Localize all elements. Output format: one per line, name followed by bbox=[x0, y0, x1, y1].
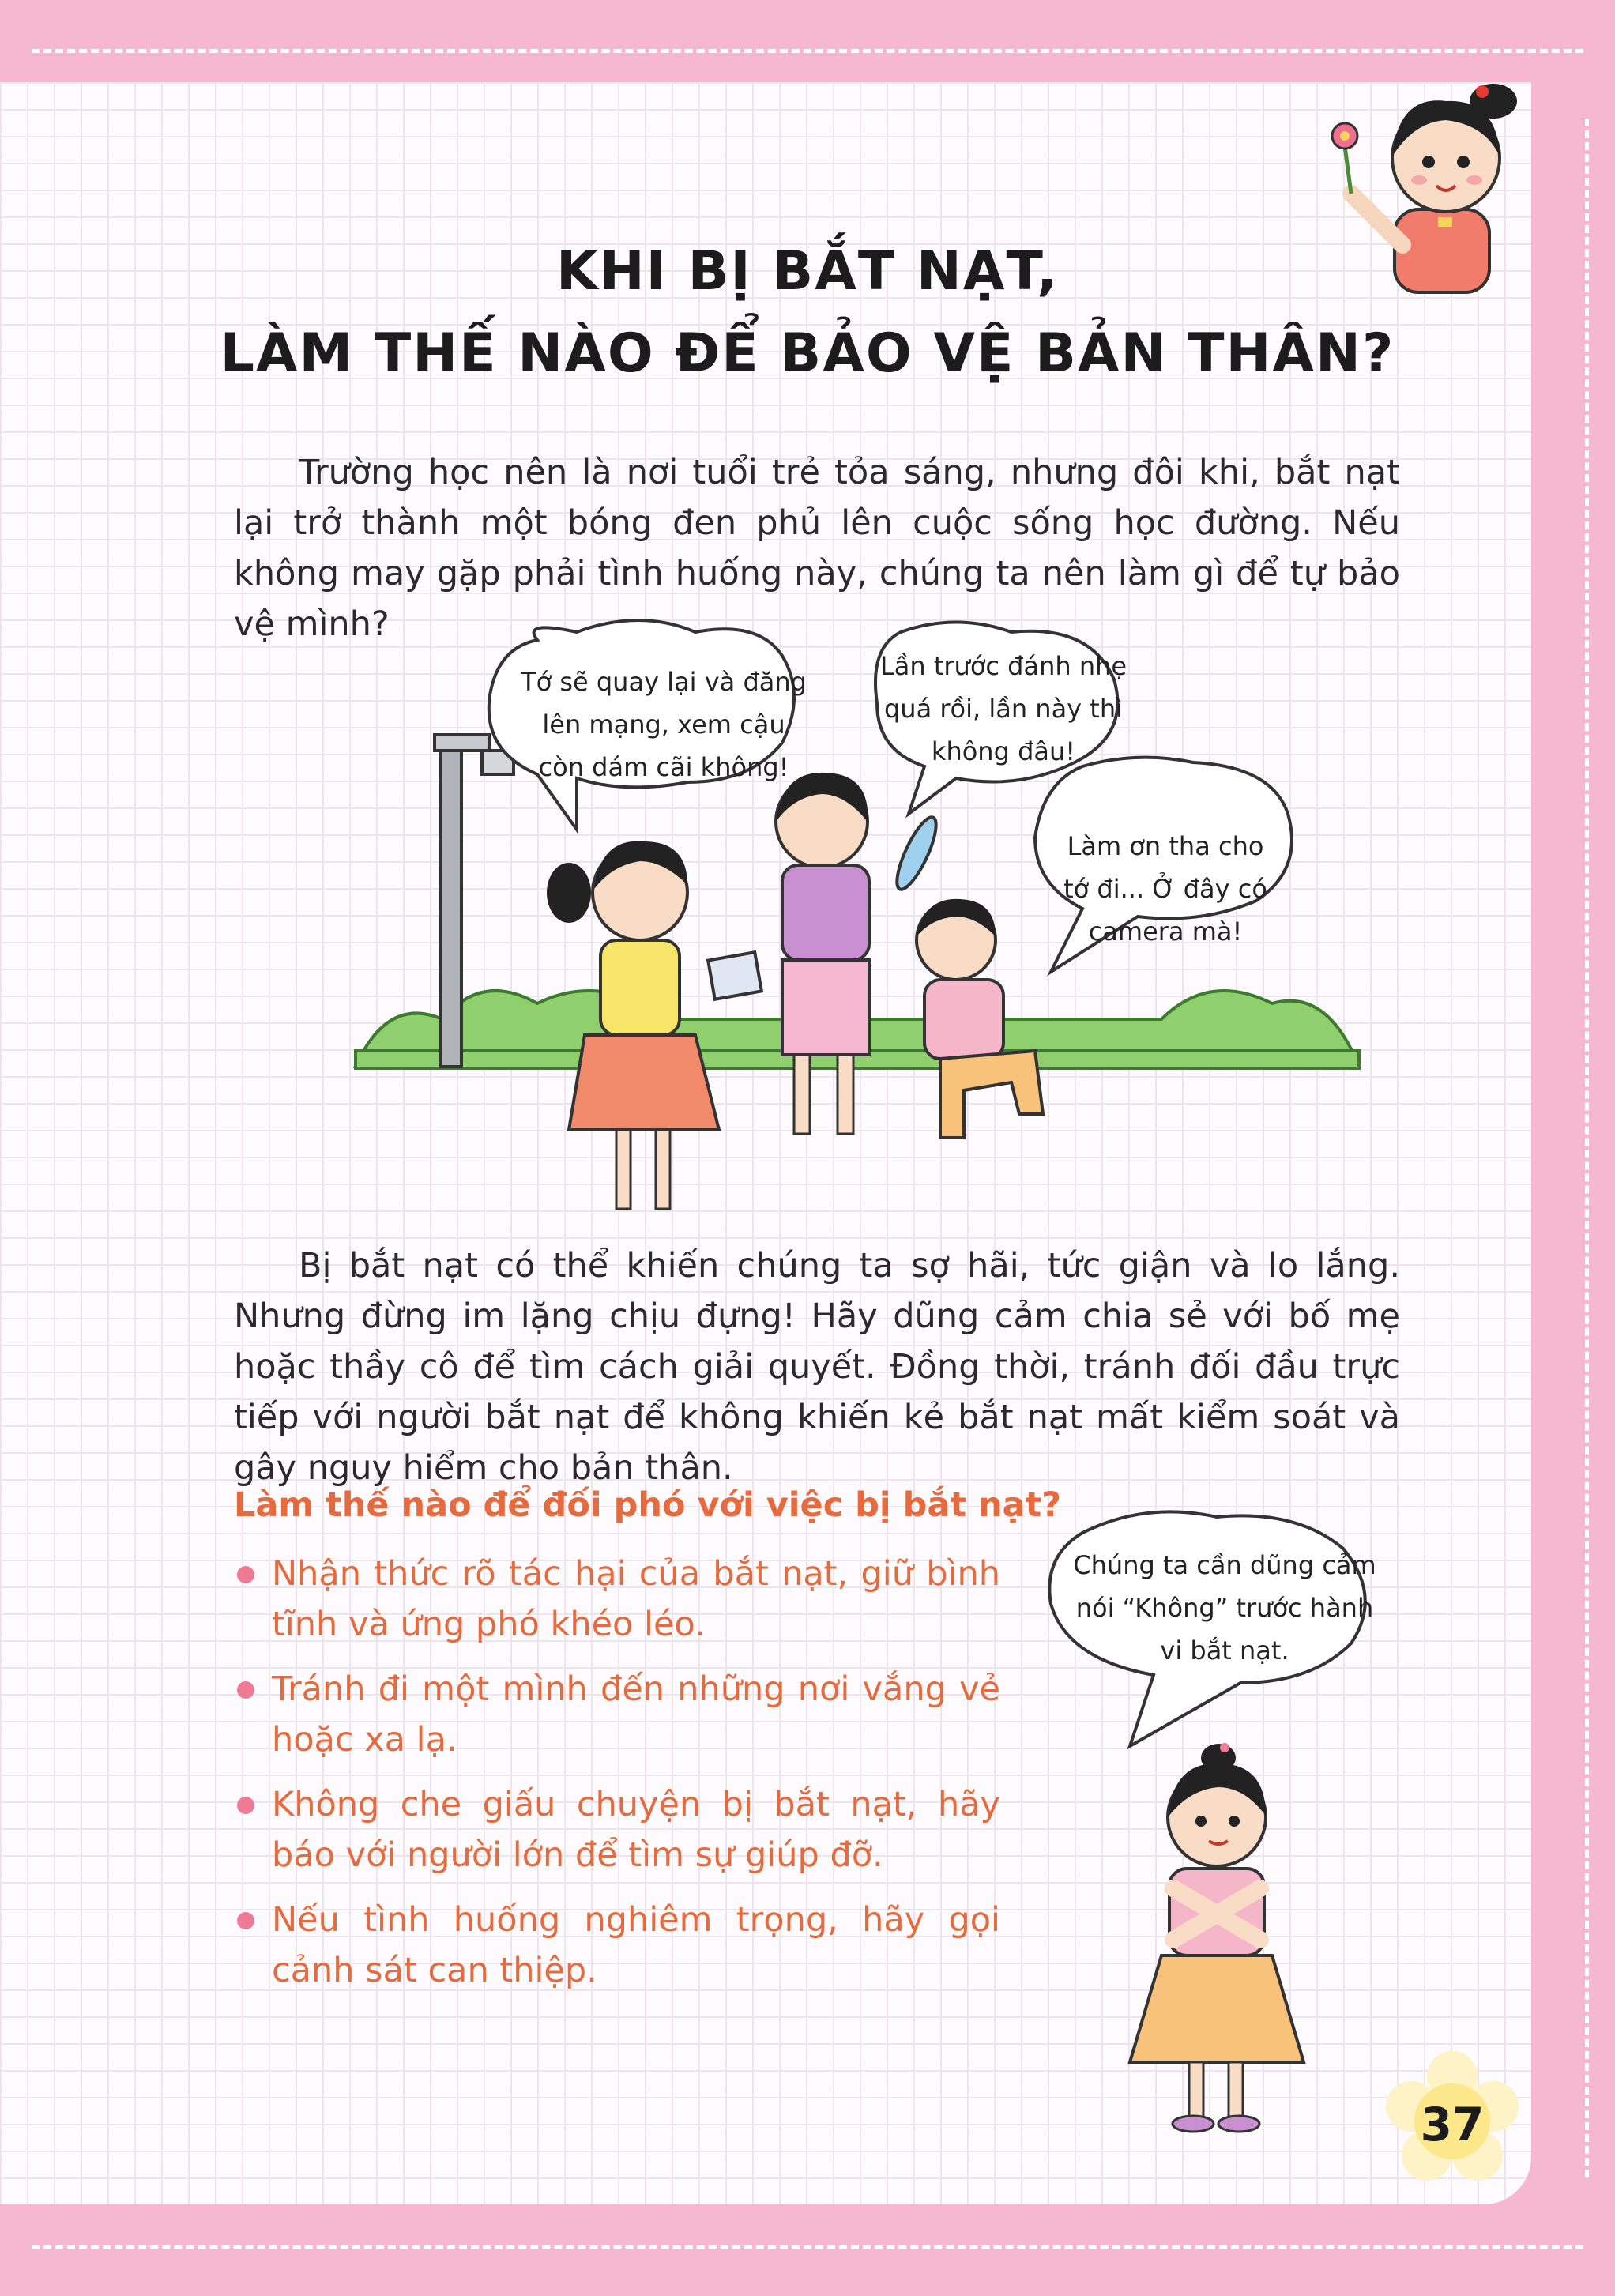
list-item bbox=[234, 1895, 1000, 1996]
speech-bubble-left-line: còn dám cãi không! bbox=[538, 752, 789, 782]
bullet-dot-icon bbox=[237, 1566, 254, 1583]
speech-bubble-advice-line: Chúng ta cần dũng cảm bbox=[1073, 1550, 1376, 1580]
second-paragraph: Bị bắt nạt có thể khiến chúng ta sợ hãi, tức giận và lo lắng. Nhưng đừng im lặng chịu đựng! Hãy dũng cảm chia sẻ với bố mẹ hoặc thầy cô để tìm cách giải quyết. Đồng thời, tránh đối đầu trực tiếp với người bắt nạt để không khiến kẻ bắt nạt mất kiểm soát và gây nguy hiểm cho bản thân. bbox=[234, 1246, 1400, 1488]
bullet-text: Tránh đi một mình đến những nơi vắng vẻ hoặc xa lạ. bbox=[272, 1669, 1000, 1760]
bullet-dot-icon bbox=[237, 1797, 254, 1814]
bullet-dot-icon bbox=[237, 1912, 254, 1929]
speech-bubble-middle-line: không đâu! bbox=[931, 736, 1076, 766]
bullet-dot-icon bbox=[237, 1681, 254, 1699]
page-number: 37 bbox=[1420, 2098, 1485, 2151]
intro-paragraph: Trường học nên là nơi tuổi trẻ tỏa sáng, nhưng đôi khi, bắt nạt lại trở thành một bóng đen phủ lên cuộc sống học đường. Nếu không may gặp phải tình huống này, chúng ta nên làm gì để tự bảo vệ mình? bbox=[234, 453, 1400, 644]
speech-bubble-advice bbox=[1067, 1544, 1383, 1672]
speech-bubble-left-line: lên mạng, xem cậu bbox=[542, 710, 785, 740]
top-dashed-border bbox=[32, 49, 1583, 53]
bottom-dashed-border bbox=[32, 2245, 1583, 2249]
list-item bbox=[234, 1549, 1000, 1650]
list-item bbox=[234, 1779, 1000, 1880]
speech-bubble-advice-line: vi bắt nạt. bbox=[1160, 1635, 1289, 1666]
speech-bubble-middle-line: quá rồi, lần này thì bbox=[883, 694, 1123, 724]
speech-bubble-advice-line: nói “Không” trước hành bbox=[1075, 1593, 1374, 1623]
speech-bubble-left-line: Tớ sẽ quay lại và đăng bbox=[521, 667, 807, 697]
section-heading: Làm thế nào để đối phó với việc bị bắt nạt? bbox=[234, 1485, 1062, 1525]
speech-bubble-right-line: Làm ơn tha cho bbox=[1067, 831, 1264, 861]
speech-bubble-right-line: camera mà! bbox=[1088, 917, 1243, 947]
speech-bubble-middle-line: Lần trước đánh nhẹ bbox=[879, 651, 1127, 681]
bullet-text: Nhận thức rõ tác hại của bắt nạt, giữ bình tĩnh và ứng phó khéo léo. bbox=[272, 1554, 1000, 1644]
bullet-list bbox=[234, 1549, 1000, 2010]
page-title-line-2: LÀM THẾ NÀO ĐỂ BẢO VỆ BẢN THÂN? bbox=[220, 322, 1395, 385]
bullet-text: Nếu tình huống nghiêm trọng, hãy gọi cảnh sát can thiệp. bbox=[272, 1900, 1000, 1990]
right-dashed-border bbox=[1585, 119, 1589, 2177]
speech-bubble-middle bbox=[877, 645, 1130, 773]
speech-bubble-left bbox=[506, 661, 822, 789]
page-title-line-1: KHI BỊ BẮT NẠT, bbox=[556, 240, 1059, 303]
speech-bubble-right-line: tớ đi... Ở đây có bbox=[1063, 874, 1267, 904]
bullet-text: Không che giấu chuyện bị bắt nạt, hãy báo với người lớn để tìm sự giúp đỡ. bbox=[272, 1785, 1000, 1875]
speech-bubble-right bbox=[1051, 825, 1280, 953]
list-item bbox=[234, 1664, 1000, 1765]
